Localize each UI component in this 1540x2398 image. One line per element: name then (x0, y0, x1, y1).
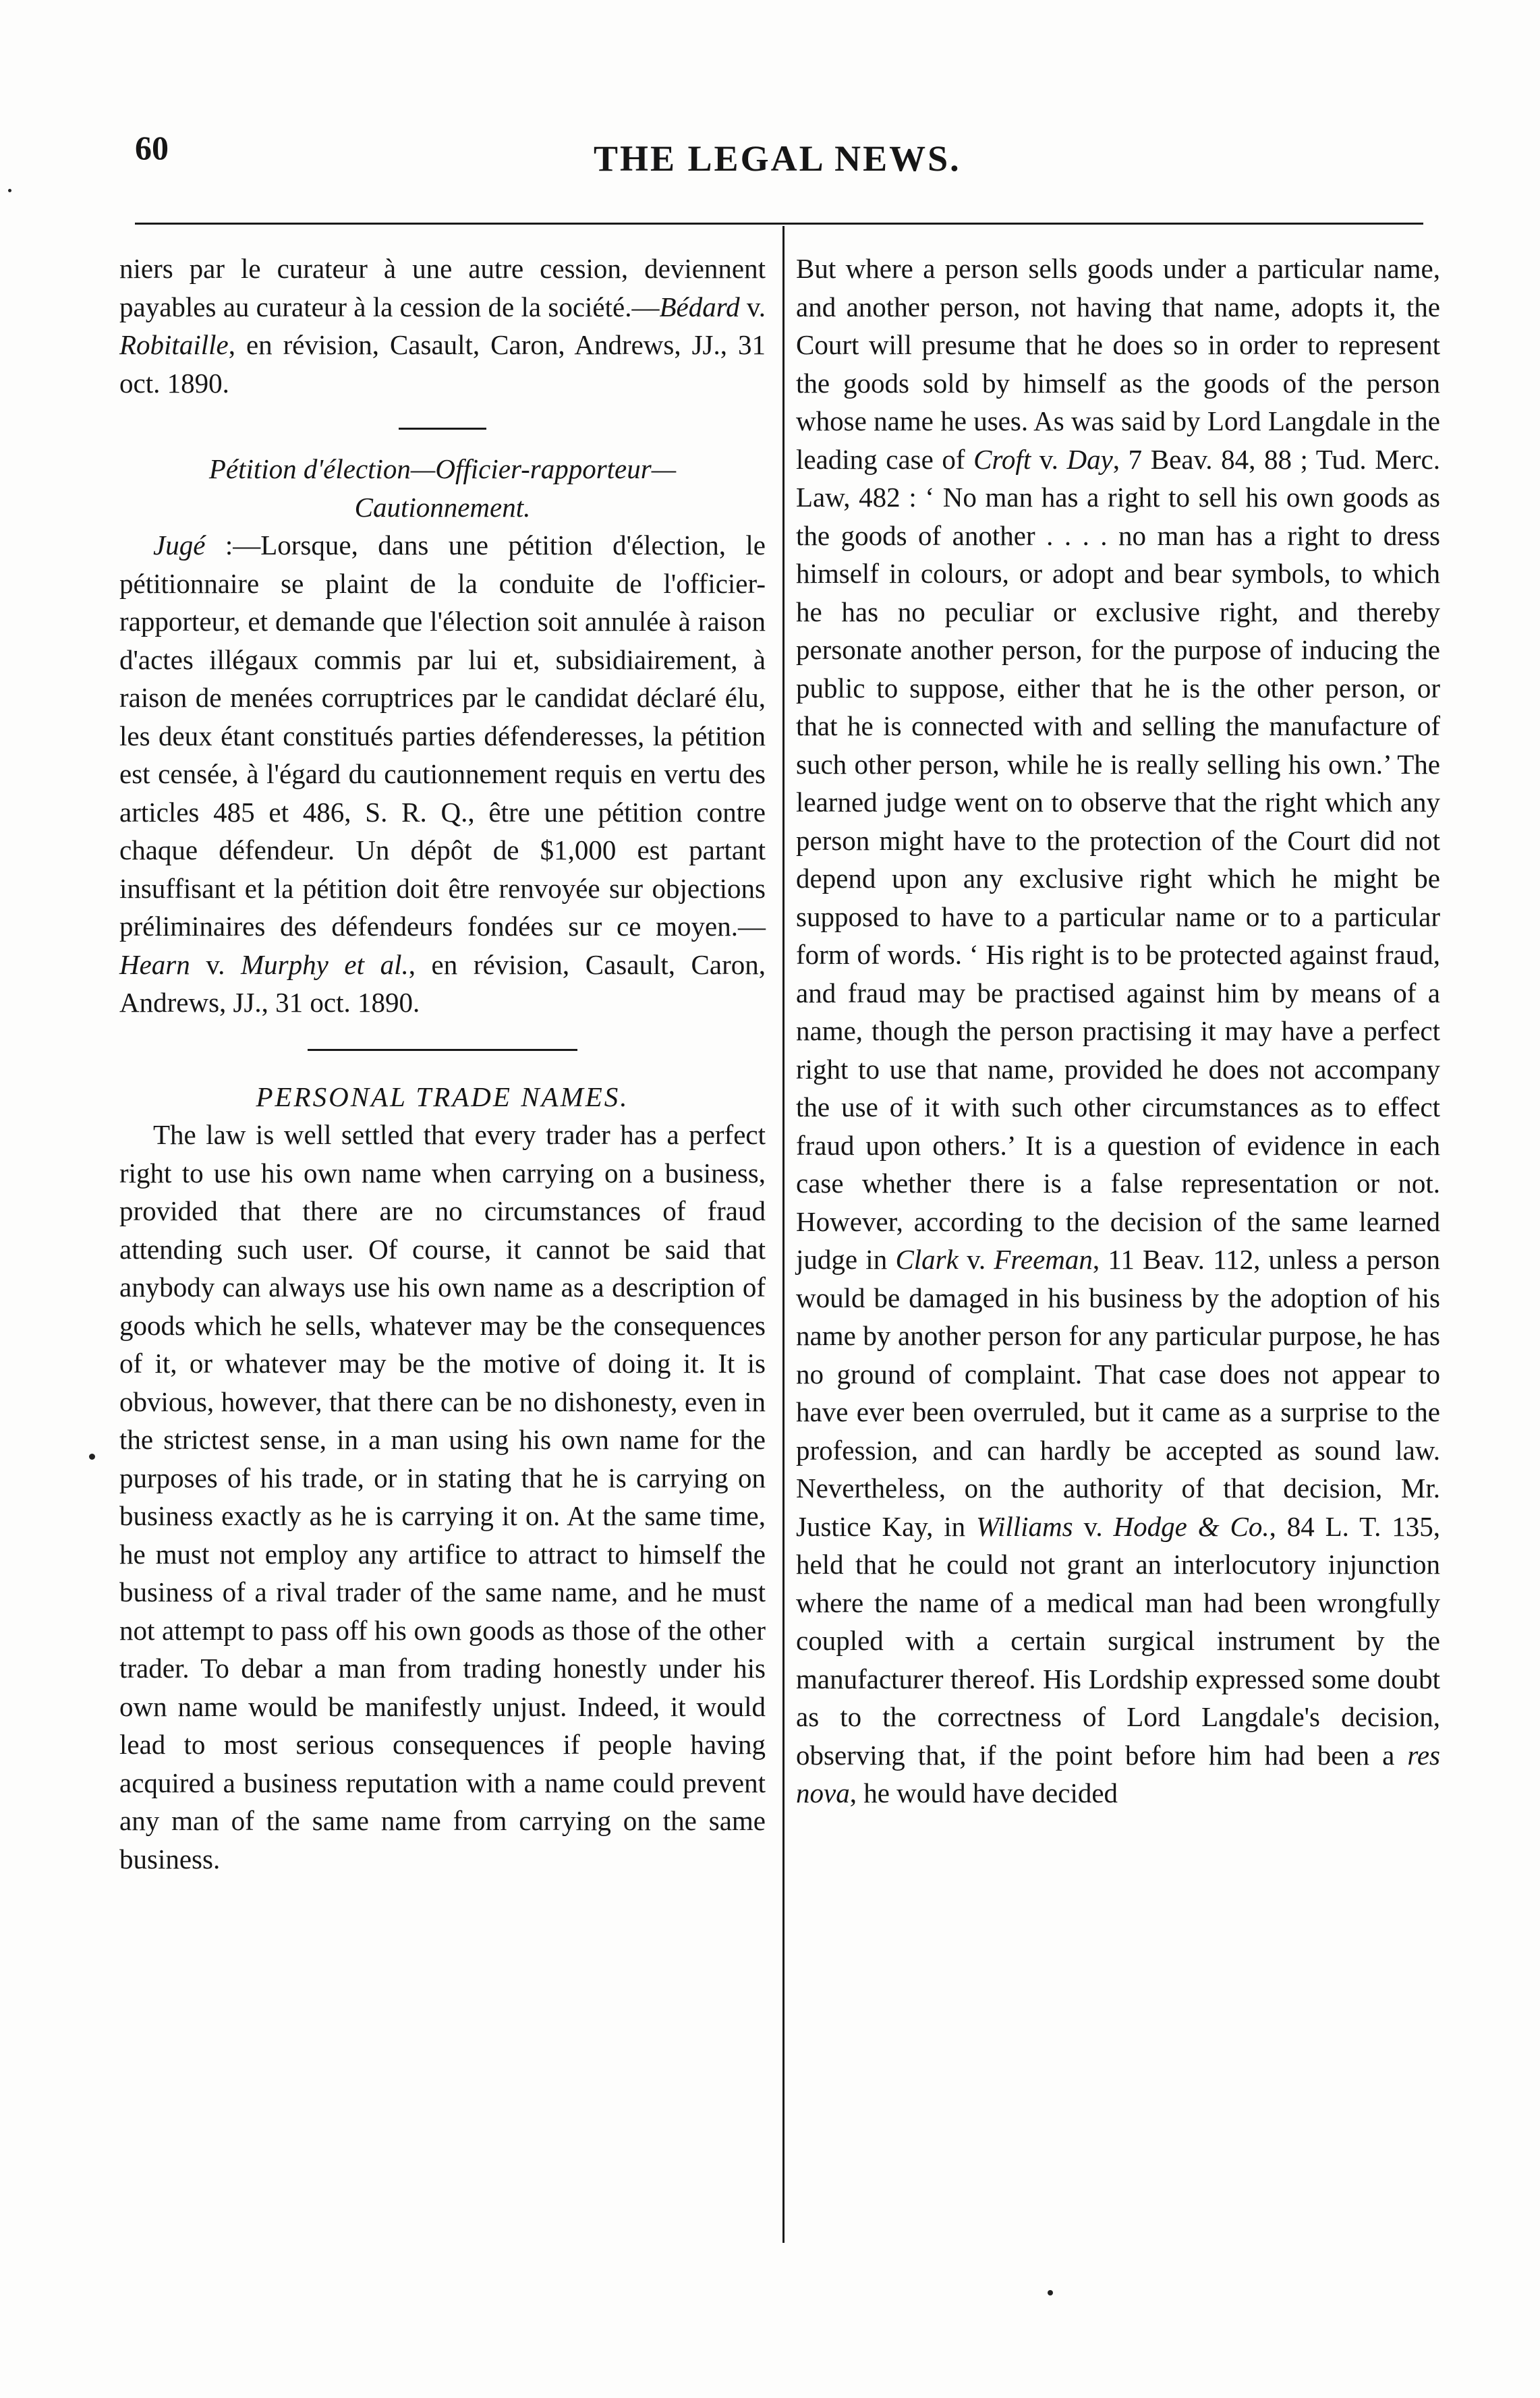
running-head: THE LEGAL NEWS. (594, 138, 961, 179)
case-versus: v. (1031, 443, 1067, 475)
continued-paragraph (119, 250, 766, 402)
case-party: Hearn (119, 948, 190, 980)
petition-paragraph (119, 526, 766, 1022)
case-citation: , en révision, Casault, Caron, Andrews, JJ., 31 oct. 1890. (119, 329, 766, 399)
case-party: Croft (973, 443, 1031, 475)
case-party: Bédard (659, 291, 740, 322)
petition-heading-line1: Pétition d'élection—Officier-rapporteur— (208, 453, 677, 484)
case-party: Clark (895, 1244, 959, 1275)
case-party: Robitaille (119, 329, 229, 360)
paragraph-text: niers par le curateur à une autre cession, deviennent payables au curateur à la cession de la société.— (119, 253, 766, 322)
header-rule (135, 223, 1423, 225)
scan-speck (1048, 2290, 1053, 2295)
case-party: Williams (976, 1510, 1073, 1542)
article-title: PERSONAL TRADE NAMES. (256, 1081, 629, 1112)
column-divider (782, 226, 785, 2243)
page-number: 60 (135, 129, 169, 167)
case-versus: v. (190, 948, 241, 980)
scan-speck (89, 1454, 95, 1460)
paragraph-text: , he would have decided (849, 1777, 1118, 1808)
juge-label: Jugé (153, 530, 206, 561)
case-versus: v. (958, 1244, 994, 1275)
scan-speck (8, 189, 11, 192)
paragraph-text: , 7 Beav. 84, 88 ; Tud. Merc. Law, 482 : ‘ No man has a right to sell his own goods as the goods of another . . . . no man has a right to dress himself in colours, or adopt and bear symbols, to which he has no peculiar or exclusive right, and thereby personate another person, for the purpose of inducing the public to suppose, either that he is the other person, or that he is connected with and selling the manufacture of such other person, while he is really selling his own.’ The learned judge went on to observe that the right which any person might have to the protection of the Court did not depend upon any exclusive right which he might be supposed to have to a particular name or to a particular form of words. ‘ His right is to be protected against fraud, and fraud may be practised against him by means of a name, though the person practising it may have a perfect right to use that name, provided he does not accompany the use of it with such other circumstances as to effect fraud upon others.’ It is a question of evidence in each case whether there is a false representation or not. However, according to the decision of the same learned judge in (796, 443, 1440, 1275)
case-versus: v. (1073, 1510, 1114, 1542)
left-column (119, 250, 766, 1878)
article-paragraph: The law is well settled that every trader has a perfect right to use his own name when carrying on a business, provided that there are no circumstances of fraud attending such user. Of course, it cannot be said that anybody can always use his own name as a description of goods which he sells, whatever may be the consequences of it, or whatever may be the motive of doing it. It is obvious, however, that there can be no dishonesty, even in the strictest sense, in a man using his own name for the purposes of his trade, or in stating that he is carrying on business exactly as he is carrying it on. At the same time, he must not employ any artifice to attract to himself the business of a rival trader of the same name, and he must not attempt to pass off his own goods as those of the other trader. To debar a man from trading honestly under his own name would be manifestly unjust. Indeed, it would lead to most serious consequences if people having acquired a business reputation with a name could prevent any man of the same name from carrying on the same business. (119, 1119, 766, 1875)
petition-heading-line2: Cautionnement. (354, 491, 531, 523)
case-party: Freeman (994, 1244, 1093, 1275)
case-versus: v. (739, 291, 766, 322)
latin-phrase: res nova (796, 1739, 1440, 1808)
case-party: Murphy et al. (241, 948, 409, 980)
right-column (796, 250, 1440, 1812)
case-party: Hodge & Co. (1113, 1510, 1270, 1542)
paragraph-text: :—Lorsque, dans une pétition d'élection, le pétitionnaire se plaint de la conduite de l'officier-rapporteur, et demande que l'élection soit annulée à raison d'actes illégaux commis par lui et, subsidiairement, à raison de menées corruptrices par le candidat déclaré élu, les deux étant constitués parties défenderesses, la pétition est censée, à l'égard du cautionnement requis en vertu des articles 485 et 486, S. R. Q., être une pétition contre chaque défendeur. Un dépôt de $1,000 est partant insuffisant et la pétition doit être renvoyée sur objections préliminaires des défendeurs fondées sur ce moyen.— (119, 530, 766, 942)
article-paragraph-continued (796, 250, 1440, 1812)
article-rule (308, 1049, 577, 1051)
case-party: Day (1066, 443, 1113, 475)
case-citation: , en révision, Casault, Caron, Andrews, JJ., 31 oct. 1890. (119, 948, 766, 1018)
section-rule (399, 428, 486, 430)
paragraph-text: , 84 L. T. 135, held that he could not grant an interlocutory injunction where the name of a medical man had been wrongfully coupled with a certain surgical instrument by the manufacturer thereof. His Lordship expressed some doubt as to the correctness of Lord Langdale's decision, observing that, if the point before him had been a (796, 1510, 1440, 1771)
paragraph-text: , 11 Beav. 112, unless a person would be damaged in his business by the adoption of his name by another person for any particular purpose, he has no ground of complaint. That case does not appear to have ever been overruled, but it came as a surprise to the profession, and can hardly be accepted as sound law. Nevertheless, on the authority of that decision, Mr. Justice Kay, in (796, 1244, 1441, 1542)
paragraph-text: But where a person sells goods under a particular name, and another person, not having that name, adopts it, the Court will presume that he does so in order to represent the goods sold by himself as the goods of the person whose name he uses. As was said by Lord Langdale in the leading case of (796, 253, 1440, 475)
